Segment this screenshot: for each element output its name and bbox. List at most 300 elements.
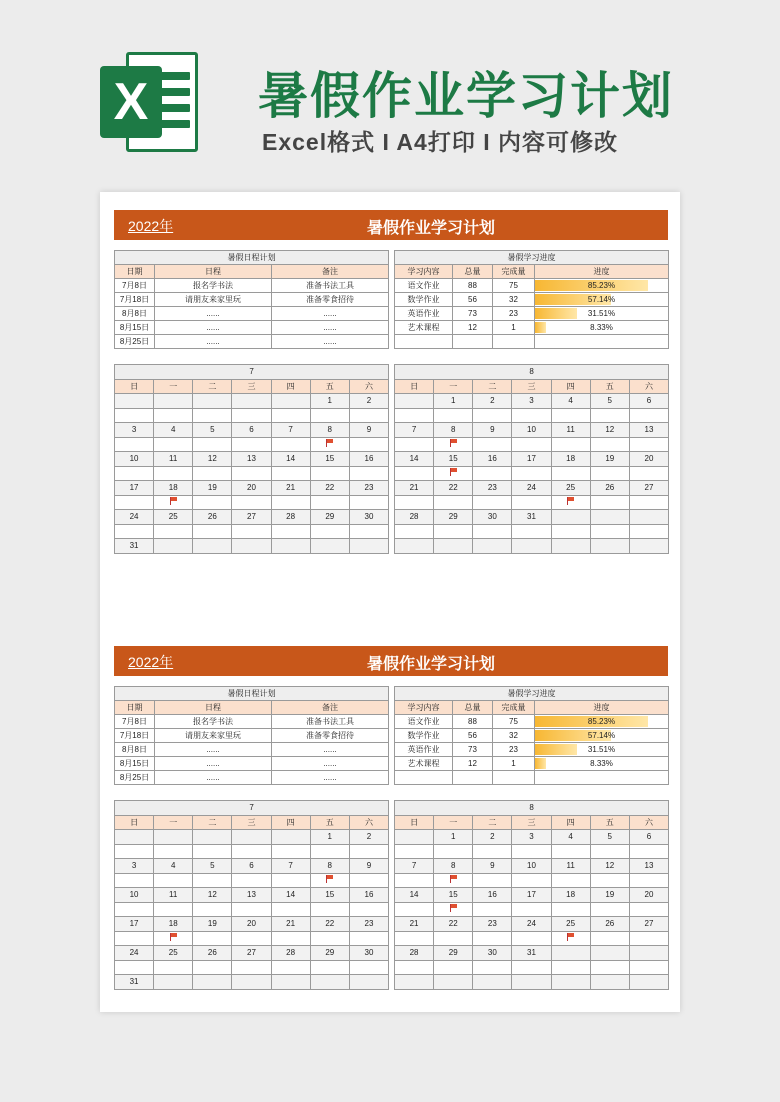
weekday-header[interactable]: 一 <box>154 815 193 830</box>
done-cell[interactable]: 23 <box>493 307 535 321</box>
calendar-day[interactable]: 5 <box>590 830 629 845</box>
progress-header[interactable]: 完成量 <box>493 265 535 279</box>
calendar-day[interactable]: 18 <box>154 481 193 496</box>
calendar-note-cell[interactable] <box>349 960 388 975</box>
schedule-cell[interactable]: 准备零食招待 <box>272 293 389 307</box>
calendar-day[interactable]: 25 <box>154 946 193 961</box>
calendar-day[interactable]: 9 <box>349 423 388 438</box>
calendar-day[interactable]: 22 <box>434 481 473 496</box>
calendar-day[interactable]: 17 <box>512 452 551 467</box>
calendar-note-cell[interactable] <box>349 931 388 946</box>
calendar-day[interactable]: 22 <box>310 917 349 932</box>
schedule-cell[interactable]: 7月8日 <box>115 715 155 729</box>
calendar-day[interactable]: 20 <box>629 888 668 903</box>
progress-header[interactable]: 进度 <box>535 265 669 279</box>
calendar-note-cell[interactable] <box>629 524 668 539</box>
calendar-day[interactable] <box>551 946 590 961</box>
calendar-note-cell[interactable] <box>395 495 434 510</box>
schedule-cell[interactable]: 8月8日 <box>115 743 155 757</box>
calendar-note-cell[interactable] <box>434 437 473 452</box>
calendar-note-cell[interactable] <box>551 408 590 423</box>
progress-header[interactable]: 总量 <box>453 265 493 279</box>
calendar-note-cell[interactable] <box>395 408 434 423</box>
schedule-cell[interactable]: ...... <box>272 307 389 321</box>
calendar-day[interactable] <box>154 975 193 990</box>
calendar-note-cell[interactable] <box>629 437 668 452</box>
calendar-note-cell[interactable] <box>434 960 473 975</box>
total-cell[interactable]: 88 <box>453 279 493 293</box>
calendar-note-cell[interactable] <box>232 960 271 975</box>
calendar-day[interactable]: 12 <box>193 888 232 903</box>
weekday-header[interactable]: 四 <box>551 379 590 394</box>
calendar-note-cell[interactable] <box>395 437 434 452</box>
done-cell[interactable]: 32 <box>493 729 535 743</box>
calendar-day[interactable]: 11 <box>154 888 193 903</box>
calendar-day[interactable]: 17 <box>115 917 154 932</box>
calendar-note-cell[interactable] <box>154 931 193 946</box>
weekday-header[interactable]: 五 <box>590 379 629 394</box>
calendar-day[interactable]: 23 <box>473 481 512 496</box>
subject-cell[interactable]: 艺术课程 <box>395 321 453 335</box>
calendar-month-label[interactable]: 7 <box>115 801 389 816</box>
total-cell[interactable]: 56 <box>453 729 493 743</box>
schedule-cell[interactable]: 准备书法工具 <box>272 279 389 293</box>
schedule-cell[interactable]: ...... <box>272 757 389 771</box>
calendar-day[interactable]: 21 <box>395 481 434 496</box>
calendar-day[interactable]: 15 <box>310 452 349 467</box>
calendar-note-cell[interactable] <box>512 524 551 539</box>
calendar-note-cell[interactable] <box>473 844 512 859</box>
calendar-day[interactable] <box>434 975 473 990</box>
calendar-day[interactable]: 2 <box>349 830 388 845</box>
calendar-day[interactable] <box>349 975 388 990</box>
calendar-day[interactable] <box>395 975 434 990</box>
schedule-header[interactable]: 备注 <box>272 701 389 715</box>
progress-header[interactable]: 总量 <box>453 701 493 715</box>
calendar-note-cell[interactable] <box>590 466 629 481</box>
calendar-day[interactable]: 13 <box>629 859 668 874</box>
weekday-header[interactable]: 三 <box>232 815 271 830</box>
calendar-day[interactable]: 11 <box>154 452 193 467</box>
calendar-day[interactable]: 12 <box>590 423 629 438</box>
weekday-header[interactable]: 二 <box>473 379 512 394</box>
calendar-note-cell[interactable] <box>551 844 590 859</box>
calendar-note-cell[interactable] <box>434 524 473 539</box>
calendar-note-cell[interactable] <box>473 931 512 946</box>
schedule-cell[interactable]: 报名学书法 <box>155 715 272 729</box>
calendar-note-cell[interactable] <box>551 466 590 481</box>
progress-header[interactable]: 学习内容 <box>395 265 453 279</box>
calendar-note-cell[interactable] <box>590 931 629 946</box>
progress-bar-cell[interactable] <box>535 293 669 307</box>
done-cell[interactable] <box>493 771 535 785</box>
progress-header[interactable]: 进度 <box>535 701 669 715</box>
schedule-header[interactable]: 日期 <box>115 701 155 715</box>
calendar-note-cell[interactable] <box>115 466 154 481</box>
calendar-note-cell[interactable] <box>349 524 388 539</box>
calendar-note-cell[interactable] <box>310 960 349 975</box>
calendar-note-cell[interactable] <box>154 408 193 423</box>
calendar-day[interactable]: 22 <box>434 917 473 932</box>
calendar-month-label[interactable]: 8 <box>395 365 669 380</box>
calendar-day[interactable] <box>349 539 388 554</box>
calendar-note-cell[interactable] <box>115 495 154 510</box>
schedule-header[interactable]: 日程 <box>155 701 272 715</box>
calendar-day[interactable]: 20 <box>629 452 668 467</box>
calendar-day[interactable]: 7 <box>395 859 434 874</box>
subject-cell[interactable] <box>395 335 453 349</box>
calendar-note-cell[interactable] <box>232 524 271 539</box>
calendar-day[interactable]: 21 <box>395 917 434 932</box>
calendar-day[interactable] <box>473 975 512 990</box>
calendar-day[interactable]: 6 <box>629 830 668 845</box>
calendar-note-cell[interactable] <box>590 902 629 917</box>
calendar-day[interactable]: 3 <box>512 394 551 409</box>
weekday-header[interactable]: 日 <box>115 815 154 830</box>
calendar-day[interactable] <box>154 830 193 845</box>
calendar-note-cell[interactable] <box>232 437 271 452</box>
weekday-header[interactable]: 六 <box>349 815 388 830</box>
calendar-day[interactable]: 20 <box>232 917 271 932</box>
calendar-day[interactable]: 1 <box>434 830 473 845</box>
calendar-day[interactable] <box>590 510 629 525</box>
calendar-day[interactable]: 17 <box>115 481 154 496</box>
calendar-day[interactable]: 30 <box>349 510 388 525</box>
calendar-note-cell[interactable] <box>434 873 473 888</box>
calendar-day[interactable]: 14 <box>395 452 434 467</box>
calendar-day[interactable]: 23 <box>349 917 388 932</box>
calendar-day[interactable]: 25 <box>551 481 590 496</box>
calendar-day[interactable]: 26 <box>590 917 629 932</box>
calendar-day[interactable]: 21 <box>271 481 310 496</box>
schedule-cell[interactable]: ...... <box>155 307 272 321</box>
calendar-note-cell[interactable] <box>473 408 512 423</box>
calendar-day[interactable]: 29 <box>434 510 473 525</box>
calendar-day[interactable] <box>590 539 629 554</box>
schedule-cell[interactable]: 报名学书法 <box>155 279 272 293</box>
calendar-day[interactable] <box>473 539 512 554</box>
calendar-note-cell[interactable] <box>349 844 388 859</box>
calendar-month-label[interactable]: 7 <box>115 365 389 380</box>
schedule-cell[interactable]: ...... <box>272 321 389 335</box>
calendar-day[interactable] <box>154 539 193 554</box>
calendar-day[interactable]: 4 <box>551 830 590 845</box>
calendar-day[interactable]: 26 <box>590 481 629 496</box>
calendar-note-cell[interactable] <box>629 902 668 917</box>
calendar-note-cell[interactable] <box>473 466 512 481</box>
calendar-note-cell[interactable] <box>154 902 193 917</box>
calendar-note-cell[interactable] <box>551 902 590 917</box>
calendar-note-cell[interactable] <box>310 495 349 510</box>
calendar-day[interactable]: 19 <box>590 888 629 903</box>
calendar-note-cell[interactable] <box>232 931 271 946</box>
weekday-header[interactable]: 四 <box>271 379 310 394</box>
calendar-note-cell[interactable] <box>434 495 473 510</box>
calendar-day[interactable]: 21 <box>271 917 310 932</box>
calendar-note-cell[interactable] <box>512 437 551 452</box>
progress-header[interactable]: 完成量 <box>493 701 535 715</box>
progress-bar-cell[interactable] <box>535 771 669 785</box>
calendar-day[interactable]: 12 <box>193 452 232 467</box>
schedule-cell[interactable]: ...... <box>155 743 272 757</box>
calendar-day[interactable]: 12 <box>590 859 629 874</box>
calendar-note-cell[interactable] <box>473 524 512 539</box>
calendar-note-cell[interactable] <box>395 524 434 539</box>
total-cell[interactable]: 73 <box>453 743 493 757</box>
calendar-day[interactable]: 17 <box>512 888 551 903</box>
weekday-header[interactable]: 六 <box>349 379 388 394</box>
calendar-note-cell[interactable] <box>232 873 271 888</box>
calendar-day[interactable] <box>395 394 434 409</box>
schedule-cell[interactable]: 准备零食招待 <box>272 729 389 743</box>
calendar-day[interactable]: 7 <box>395 423 434 438</box>
calendar-note-cell[interactable] <box>629 408 668 423</box>
schedule-cell[interactable]: 请朋友来家里玩 <box>155 729 272 743</box>
calendar-note-cell[interactable] <box>590 524 629 539</box>
calendar-note-cell[interactable] <box>434 902 473 917</box>
calendar-note-cell[interactable] <box>310 408 349 423</box>
calendar-note-cell[interactable] <box>193 960 232 975</box>
calendar-day[interactable]: 31 <box>512 510 551 525</box>
calendar-day[interactable] <box>193 539 232 554</box>
progress-bar-cell[interactable] <box>535 321 669 335</box>
calendar-day[interactable] <box>629 510 668 525</box>
calendar-note-cell[interactable] <box>193 902 232 917</box>
calendar-note-cell[interactable] <box>310 437 349 452</box>
calendar-day[interactable]: 31 <box>512 946 551 961</box>
total-cell[interactable] <box>453 335 493 349</box>
progress-bar-cell[interactable] <box>535 729 669 743</box>
calendar-day[interactable] <box>232 539 271 554</box>
calendar-note-cell[interactable] <box>512 902 551 917</box>
calendar-note-cell[interactable] <box>395 466 434 481</box>
weekday-header[interactable]: 六 <box>629 379 668 394</box>
calendar-day[interactable]: 27 <box>232 510 271 525</box>
calendar-day[interactable]: 4 <box>551 394 590 409</box>
schedule-header[interactable]: 日程 <box>155 265 272 279</box>
calendar-note-cell[interactable] <box>310 844 349 859</box>
calendar-note-cell[interactable] <box>193 437 232 452</box>
schedule-caption[interactable]: 暑假日程计划 <box>115 687 389 701</box>
calendar-note-cell[interactable] <box>590 873 629 888</box>
subject-cell[interactable] <box>395 771 453 785</box>
schedule-cell[interactable]: 准备书法工具 <box>272 715 389 729</box>
calendar-day[interactable]: 24 <box>512 917 551 932</box>
calendar-day[interactable]: 6 <box>232 423 271 438</box>
total-cell[interactable]: 12 <box>453 757 493 771</box>
calendar-day[interactable] <box>115 830 154 845</box>
calendar-note-cell[interactable] <box>115 902 154 917</box>
schedule-caption[interactable]: 暑假日程计划 <box>115 251 389 265</box>
calendar-day[interactable] <box>590 946 629 961</box>
calendar-day[interactable]: 15 <box>434 452 473 467</box>
done-cell[interactable]: 75 <box>493 279 535 293</box>
calendar-note-cell[interactable] <box>434 931 473 946</box>
calendar-day[interactable]: 10 <box>512 423 551 438</box>
calendar-day[interactable] <box>115 394 154 409</box>
calendar-note-cell[interactable] <box>271 873 310 888</box>
calendar-note-cell[interactable] <box>349 873 388 888</box>
schedule-cell[interactable]: 8月15日 <box>115 757 155 771</box>
calendar-note-cell[interactable] <box>395 844 434 859</box>
calendar-day[interactable]: 11 <box>551 859 590 874</box>
calendar-note-cell[interactable] <box>271 466 310 481</box>
calendar-note-cell[interactable] <box>629 960 668 975</box>
calendar-note-cell[interactable] <box>310 466 349 481</box>
weekday-header[interactable]: 三 <box>232 379 271 394</box>
calendar-note-cell[interactable] <box>232 408 271 423</box>
schedule-cell[interactable]: 8月25日 <box>115 335 155 349</box>
calendar-note-cell[interactable] <box>551 873 590 888</box>
calendar-day[interactable] <box>629 975 668 990</box>
calendar-note-cell[interactable] <box>473 902 512 917</box>
subject-cell[interactable]: 语文作业 <box>395 279 453 293</box>
calendar-day[interactable]: 20 <box>232 481 271 496</box>
calendar-day[interactable]: 31 <box>115 539 154 554</box>
calendar-day[interactable]: 15 <box>310 888 349 903</box>
calendar-day[interactable] <box>271 830 310 845</box>
calendar-note-cell[interactable] <box>512 495 551 510</box>
done-cell[interactable]: 23 <box>493 743 535 757</box>
calendar-day[interactable]: 28 <box>271 510 310 525</box>
calendar-note-cell[interactable] <box>115 960 154 975</box>
calendar-day[interactable] <box>395 830 434 845</box>
calendar-day[interactable]: 25 <box>551 917 590 932</box>
calendar-day[interactable]: 9 <box>473 859 512 874</box>
calendar-day[interactable] <box>232 830 271 845</box>
calendar-day[interactable]: 14 <box>271 888 310 903</box>
weekday-header[interactable]: 六 <box>629 815 668 830</box>
calendar-note-cell[interactable] <box>232 844 271 859</box>
calendar-day[interactable] <box>551 975 590 990</box>
calendar-day[interactable]: 10 <box>115 452 154 467</box>
calendar-day[interactable]: 8 <box>434 859 473 874</box>
subject-cell[interactable]: 语文作业 <box>395 715 453 729</box>
calendar-note-cell[interactable] <box>271 495 310 510</box>
calendar-note-cell[interactable] <box>193 408 232 423</box>
calendar-note-cell[interactable] <box>434 408 473 423</box>
calendar-day[interactable] <box>271 975 310 990</box>
progress-bar-cell[interactable] <box>535 757 669 771</box>
calendar-day[interactable]: 29 <box>310 946 349 961</box>
calendar-note-cell[interactable] <box>590 960 629 975</box>
calendar-day[interactable]: 2 <box>349 394 388 409</box>
weekday-header[interactable]: 日 <box>395 379 434 394</box>
weekday-header[interactable]: 一 <box>434 815 473 830</box>
calendar-day[interactable]: 13 <box>232 452 271 467</box>
calendar-day[interactable] <box>310 539 349 554</box>
weekday-header[interactable]: 二 <box>193 379 232 394</box>
weekday-header[interactable]: 五 <box>310 379 349 394</box>
calendar-day[interactable]: 18 <box>154 917 193 932</box>
calendar-day[interactable] <box>310 975 349 990</box>
calendar-day[interactable]: 24 <box>115 946 154 961</box>
calendar-day[interactable]: 6 <box>232 859 271 874</box>
calendar-day[interactable] <box>232 394 271 409</box>
calendar-note-cell[interactable] <box>115 437 154 452</box>
calendar-note-cell[interactable] <box>629 844 668 859</box>
calendar-note-cell[interactable] <box>115 931 154 946</box>
calendar-note-cell[interactable] <box>154 495 193 510</box>
calendar-day[interactable]: 19 <box>590 452 629 467</box>
calendar-day[interactable]: 7 <box>271 423 310 438</box>
calendar-note-cell[interactable] <box>395 873 434 888</box>
calendar-day[interactable]: 8 <box>310 423 349 438</box>
calendar-note-cell[interactable] <box>590 408 629 423</box>
calendar-day[interactable]: 18 <box>551 888 590 903</box>
calendar-day[interactable] <box>590 975 629 990</box>
calendar-note-cell[interactable] <box>193 873 232 888</box>
calendar-note-cell[interactable] <box>232 495 271 510</box>
done-cell[interactable] <box>493 335 535 349</box>
calendar-day[interactable]: 16 <box>349 452 388 467</box>
calendar-day[interactable]: 29 <box>310 510 349 525</box>
total-cell[interactable]: 56 <box>453 293 493 307</box>
calendar-note-cell[interactable] <box>154 844 193 859</box>
calendar-note-cell[interactable] <box>512 960 551 975</box>
calendar-note-cell[interactable] <box>154 960 193 975</box>
schedule-cell[interactable]: 请朋友来家里玩 <box>155 293 272 307</box>
weekday-header[interactable]: 一 <box>434 379 473 394</box>
calendar-note-cell[interactable] <box>232 466 271 481</box>
weekday-header[interactable]: 一 <box>154 379 193 394</box>
calendar-day[interactable] <box>512 539 551 554</box>
calendar-day[interactable]: 13 <box>629 423 668 438</box>
progress-caption[interactable]: 暑假学习进度 <box>395 687 669 701</box>
calendar-day[interactable] <box>629 539 668 554</box>
calendar-day[interactable]: 19 <box>193 481 232 496</box>
calendar-note-cell[interactable] <box>193 844 232 859</box>
calendar-note-cell[interactable] <box>115 844 154 859</box>
calendar-day[interactable]: 27 <box>629 481 668 496</box>
calendar-day[interactable]: 30 <box>473 946 512 961</box>
calendar-note-cell[interactable] <box>310 873 349 888</box>
calendar-day[interactable]: 4 <box>154 859 193 874</box>
subject-cell[interactable]: 英语作业 <box>395 307 453 321</box>
schedule-cell[interactable]: ...... <box>155 757 272 771</box>
calendar-day[interactable]: 18 <box>551 452 590 467</box>
calendar-day[interactable]: 16 <box>349 888 388 903</box>
calendar-note-cell[interactable] <box>395 931 434 946</box>
calendar-day[interactable]: 16 <box>473 452 512 467</box>
calendar-note-cell[interactable] <box>395 960 434 975</box>
calendar-day[interactable] <box>271 539 310 554</box>
calendar-day[interactable]: 29 <box>434 946 473 961</box>
calendar-day[interactable]: 3 <box>115 859 154 874</box>
calendar-day[interactable] <box>232 975 271 990</box>
calendar-day[interactable] <box>551 510 590 525</box>
schedule-cell[interactable]: ...... <box>155 771 272 785</box>
calendar-note-cell[interactable] <box>590 844 629 859</box>
done-cell[interactable]: 75 <box>493 715 535 729</box>
calendar-day[interactable]: 28 <box>395 510 434 525</box>
calendar-day[interactable]: 9 <box>349 859 388 874</box>
weekday-header[interactable]: 五 <box>590 815 629 830</box>
calendar-day[interactable]: 30 <box>473 510 512 525</box>
progress-bar-cell[interactable] <box>535 715 669 729</box>
calendar-day[interactable]: 1 <box>310 830 349 845</box>
calendar-note-cell[interactable] <box>154 437 193 452</box>
calendar-note-cell[interactable] <box>232 902 271 917</box>
subject-cell[interactable]: 英语作业 <box>395 743 453 757</box>
calendar-day[interactable]: 8 <box>434 423 473 438</box>
calendar-note-cell[interactable] <box>193 931 232 946</box>
done-cell[interactable]: 32 <box>493 293 535 307</box>
calendar-day[interactable] <box>629 946 668 961</box>
calendar-note-cell[interactable] <box>271 902 310 917</box>
calendar-note-cell[interactable] <box>629 931 668 946</box>
calendar-note-cell[interactable] <box>349 408 388 423</box>
